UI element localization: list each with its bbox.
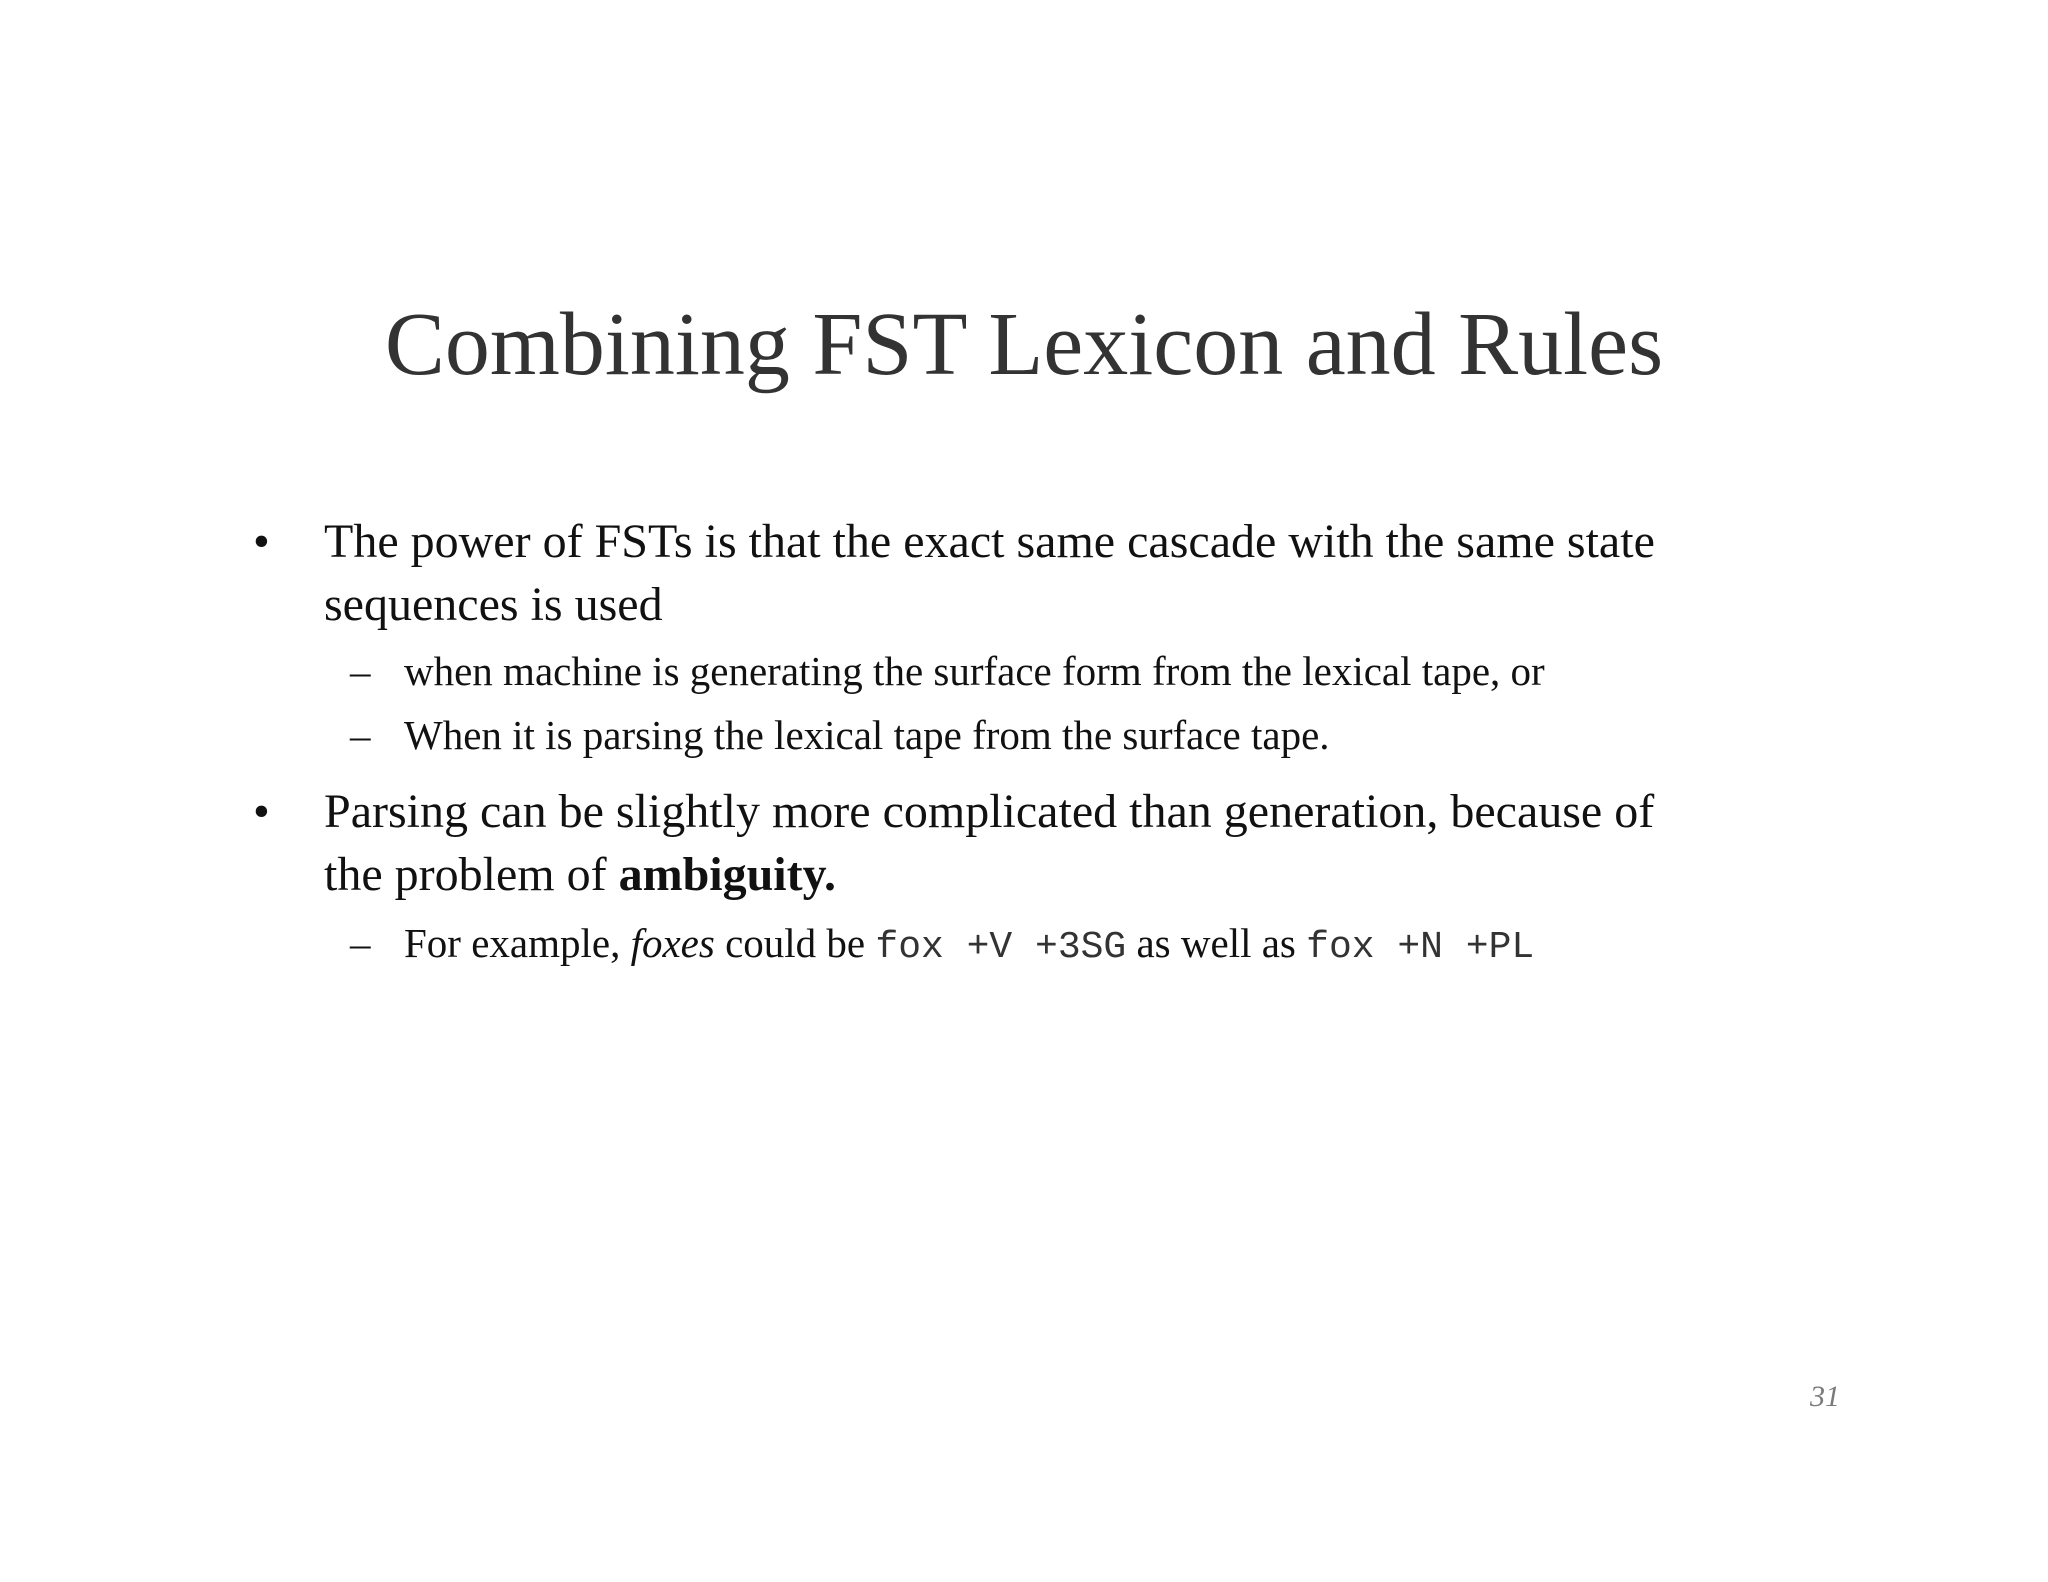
bullet-2-line-2 <box>324 843 1810 906</box>
dash-glyph: – <box>350 712 371 758</box>
bullet-item-2 <box>250 780 1810 906</box>
bullet-1-line-1: The power of FSTs is that the exact same cascade with the same state <box>324 515 1655 568</box>
subitem-1-2 <box>250 710 1810 760</box>
example-code-1: fox +V +3SG <box>875 926 1127 969</box>
bullet-2-line-1: Parsing can be slightly more complicated than generation, because of <box>324 785 1655 838</box>
bullet-item-1 <box>250 510 1810 636</box>
bullet-glyph: • <box>253 785 270 838</box>
slide-title: Combining FST Lexicon and Rules <box>384 295 1664 394</box>
bullet-2-line-2-prefix: the problem of <box>324 848 619 901</box>
example-italic-word: foxes <box>630 920 715 966</box>
bullet-glyph: • <box>253 515 270 568</box>
example-code-2: fox +N +PL <box>1306 926 1535 969</box>
example-middle-2: as well as <box>1126 920 1307 966</box>
page-number: 31 <box>1810 1380 1840 1413</box>
example-middle-1: could be <box>714 920 876 966</box>
subitem-1-1 <box>250 646 1810 696</box>
dash-glyph: – <box>350 648 371 694</box>
subitem-1-2-text: When it is parsing the lexical tape from the surface tape. <box>404 712 1330 758</box>
dash-glyph: – <box>350 920 371 966</box>
subitem-2-1 <box>250 918 1810 973</box>
bullet-list <box>250 510 1810 973</box>
example-prefix: For example, <box>404 920 631 966</box>
ambiguity-term: ambiguity. <box>618 848 836 901</box>
subitem-1-1-text: when machine is generating the surface form from the lexical tape, or <box>404 648 1545 694</box>
bullet-1-line-2: sequences is used <box>324 578 663 631</box>
